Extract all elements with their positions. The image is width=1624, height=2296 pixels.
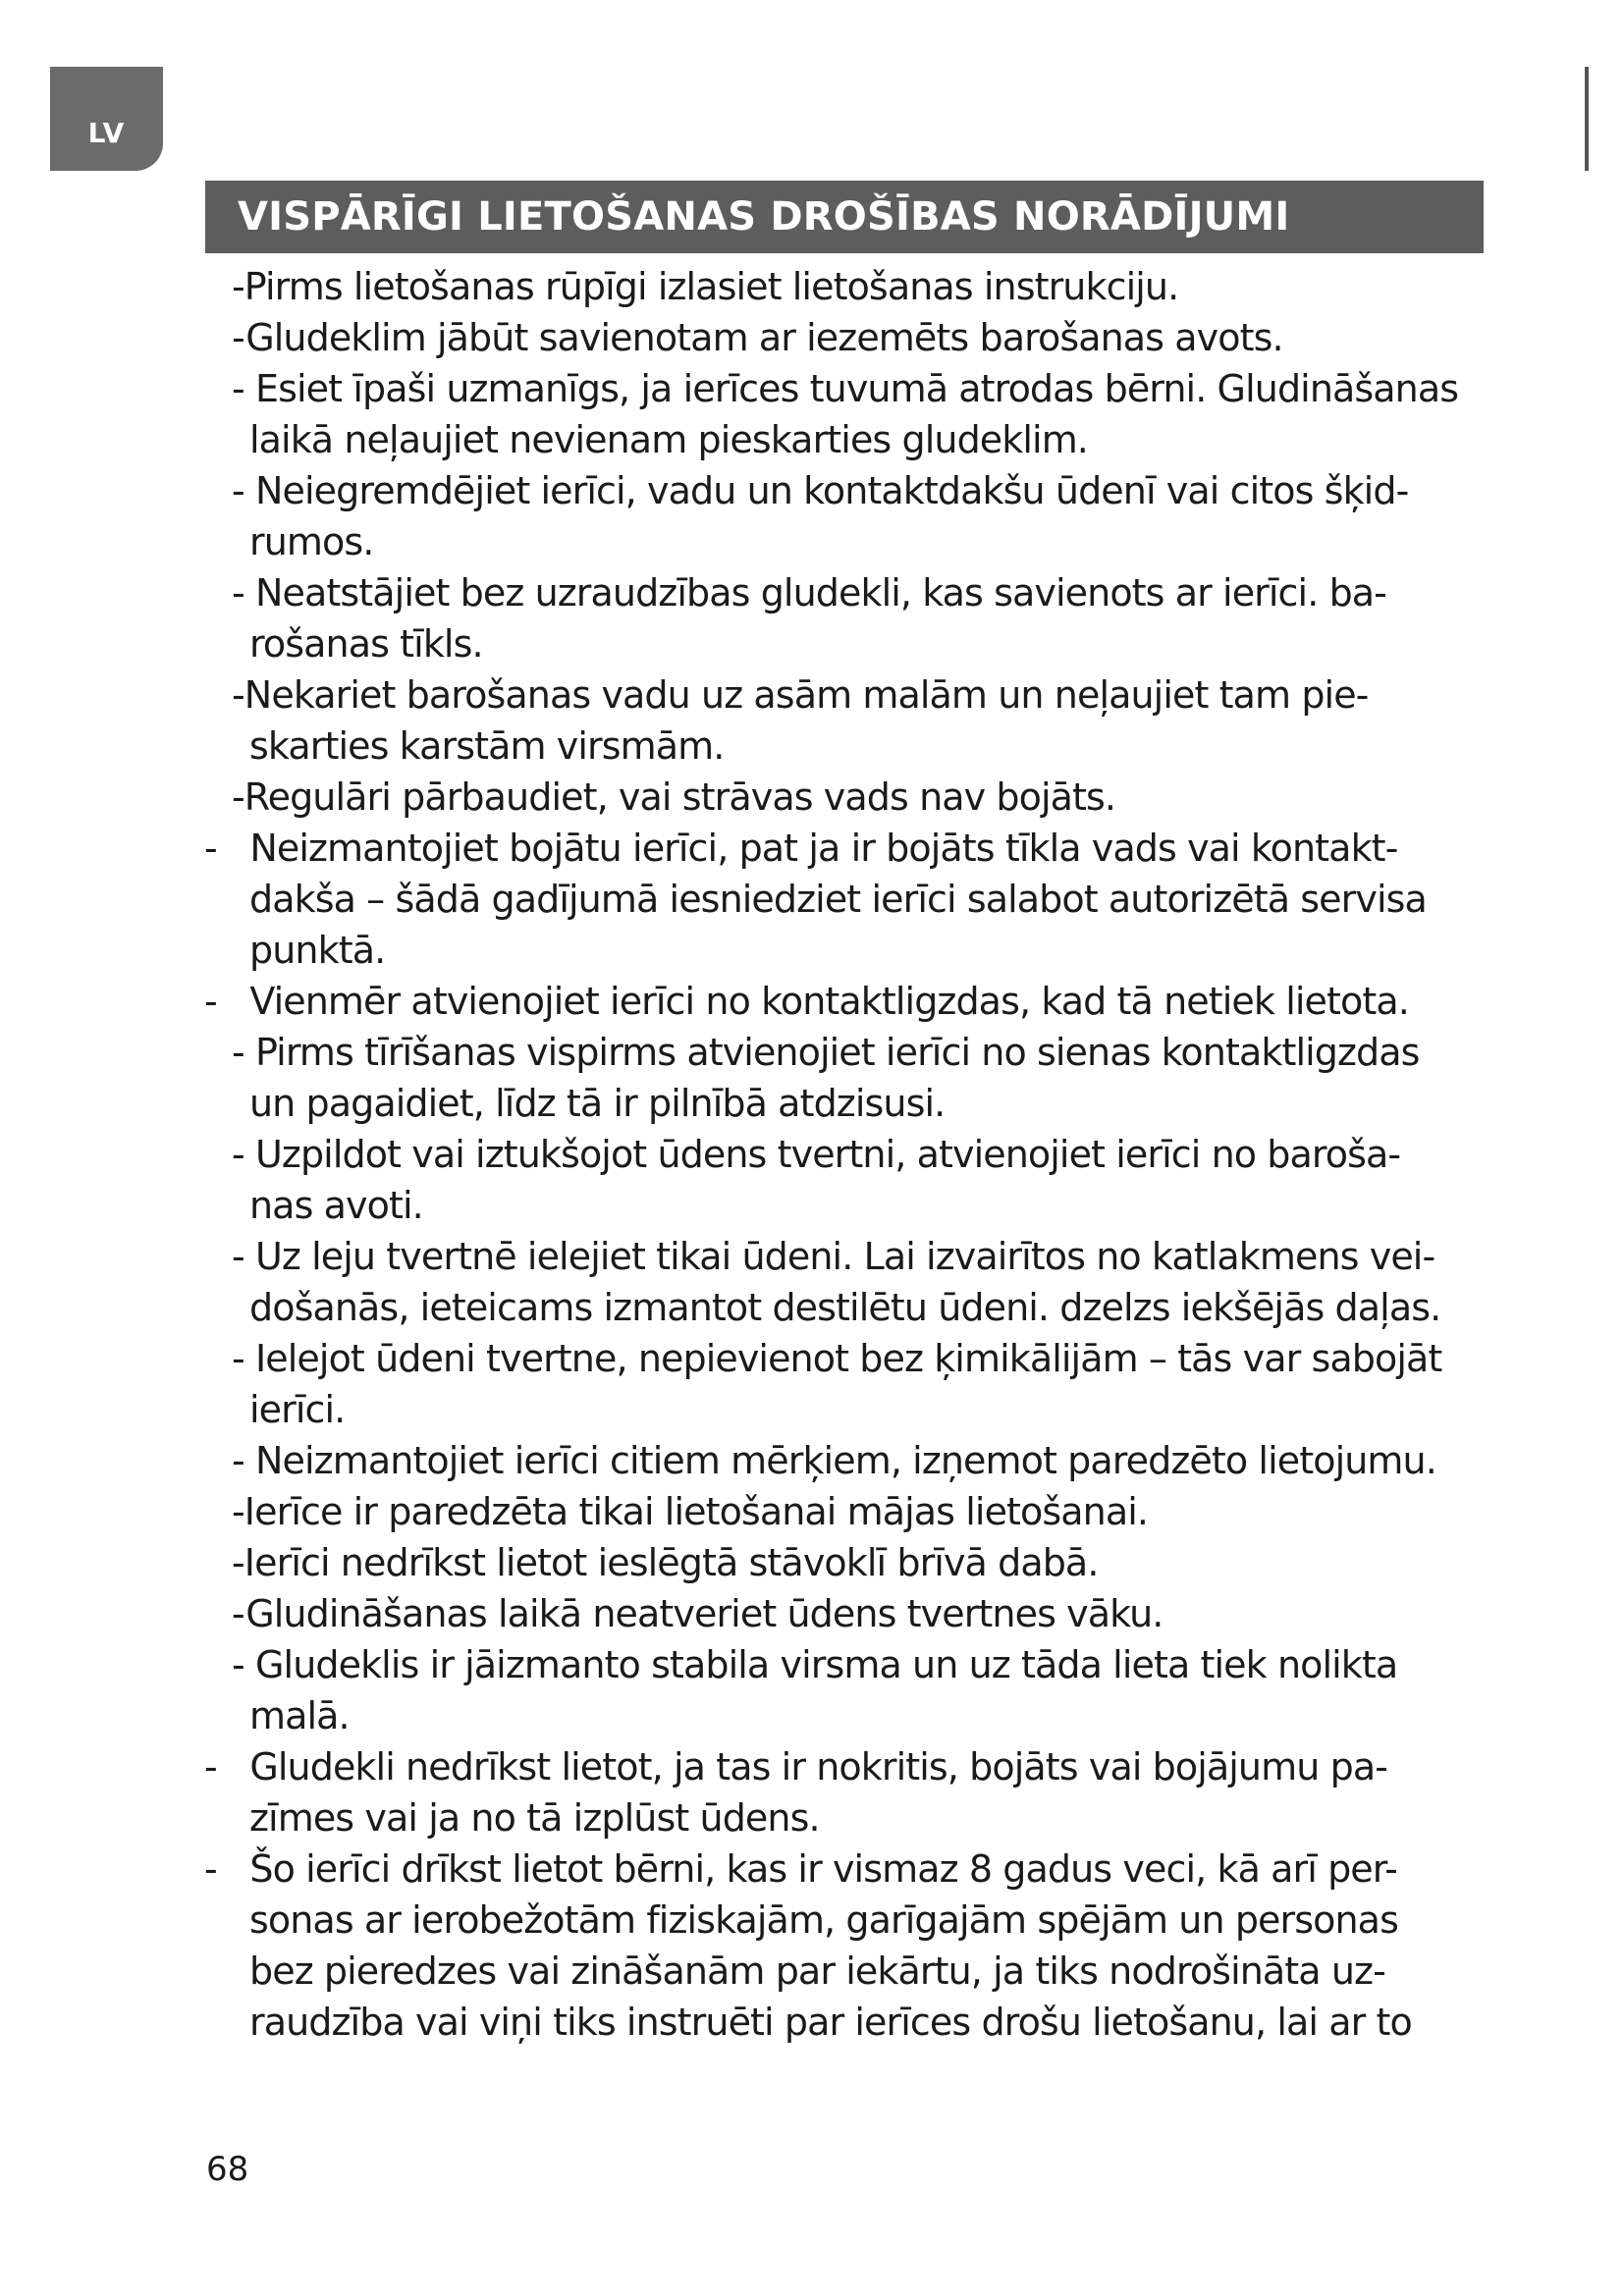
page-number: 68 xyxy=(206,2150,249,2189)
instruction-line: rumos. xyxy=(249,520,374,563)
instruction-line: - Pirms tīrīšanas vispirms atvienojiet ierīci no sienas kontaktligzdas xyxy=(232,1031,1420,1074)
instruction-line: sonas ar ierobežotām fiziskajām, garīgajām spējām un personas xyxy=(249,1898,1398,1942)
instruction-line: - Neatstājiet bez uzraudzības gludekli, kas savienots ar ierīci. ba- xyxy=(232,571,1386,614)
instruction-line: -Nekariet barošanas vadu uz asām malām un neļaujiet tam pie- xyxy=(232,673,1369,717)
instruction-line: -Ierīci nedrīkst lietot ieslēgtā stāvoklī brīvā dabā. xyxy=(232,1541,1099,1584)
section-title-bar xyxy=(205,181,1484,253)
instruction-line: - Uz leju tvertnē ielejiet tikai ūdeni. Lai izvairītos no katlakmens vei- xyxy=(232,1235,1435,1278)
instruction-line: bez pieredzes vai zināšanām par iekārtu, ja tiks nodrošināta uz- xyxy=(249,1949,1385,1993)
instruction-line: rošanas tīkls. xyxy=(249,622,483,666)
instruction-line: - Gludekli nedrīkst lietot, ja tas ir nokritis, bojāts vai bojājumu pa- xyxy=(204,1745,1388,1789)
instruction-line: ierīci. xyxy=(249,1388,346,1431)
language-code: LV xyxy=(87,117,126,149)
instruction-line: laikā neļaujiet nevienam pieskarties gludeklim. xyxy=(249,418,1088,461)
language-tab xyxy=(50,67,163,171)
instruction-line: -Gludināšanas laikā neatveriet ūdens tvertnes vāku. xyxy=(232,1592,1164,1635)
instruction-line: - Šo ierīci drīkst lietot bērni, kas ir vismaz 8 gadus veci, kā arī per- xyxy=(204,1847,1397,1891)
instruction-line: punktā. xyxy=(249,929,386,972)
instruction-line: dakša – šādā gadījumā iesniedziet ierīci salabot autorizētā servisa xyxy=(249,878,1427,921)
instruction-line: - Gludeklis ir jāizmanto stabila virsma un uz tāda lieta tiek nolikta xyxy=(232,1643,1398,1686)
instruction-line: skarties karstām virsmām. xyxy=(249,724,725,768)
instruction-line: -Gludeklim jābūt savienotam ar iezemēts barošanas avots. xyxy=(232,316,1283,359)
instruction-line: - Vienmēr atvienojiet ierīci no kontaktligzdas, kad tā netiek lietota. xyxy=(204,980,1409,1023)
instruction-line: - Neizmantojiet bojātu ierīci, pat ja ir bojāts tīkla vads vai kontakt- xyxy=(204,827,1398,870)
instruction-line: -Pirms lietošanas rūpīgi izlasiet lietošanas instrukciju. xyxy=(232,265,1179,308)
instruction-line: -Ierīce ir paredzēta tikai lietošanai mājas lietošanai. xyxy=(232,1490,1149,1533)
instruction-line: malā. xyxy=(249,1694,350,1737)
instruction-line: nas avoti. xyxy=(249,1184,423,1227)
instruction-line: -Regulāri pārbaudiet, vai strāvas vads nav bojāts. xyxy=(232,775,1116,819)
page-edge-mark xyxy=(1585,67,1589,171)
instruction-line: - Neizmantojiet ierīci citiem mērķiem, izņemot paredzēto lietojumu. xyxy=(232,1439,1436,1482)
instruction-line: zīmes vai ja no tā izplūst ūdens. xyxy=(249,1796,820,1840)
instruction-line: raudzība vai viņi tiks instruēti par ierīces drošu lietošanu, lai ar to xyxy=(249,2001,1412,2044)
instruction-line: došanās, ieteicams izmantot destilētu ūdeni. dzelzs iekšējās daļas. xyxy=(249,1286,1441,1329)
instruction-line: - Uzpildot vai iztukšojot ūdens tvertni, atvienojiet ierīci no baroša- xyxy=(232,1133,1401,1176)
instruction-line: - Esiet īpaši uzmanīgs, ja ierīces tuvumā atrodas bērni. Gludināšanas xyxy=(232,367,1459,410)
instruction-line: - Ielejot ūdeni tvertne, nepievienot bez ķimikālijām – tās var sabojāt xyxy=(232,1337,1442,1380)
section-title: VISPĀRĪGI LIETOŠANAS DROŠĪBAS NORĀDĪJUMI xyxy=(238,194,1290,240)
instruction-line: - Neiegremdējiet ierīci, vadu un kontaktdakšu ūdenī vai citos šķid- xyxy=(232,469,1409,512)
instruction-line: un pagaidiet, līdz tā ir pilnībā atdzisusi. xyxy=(249,1082,946,1125)
